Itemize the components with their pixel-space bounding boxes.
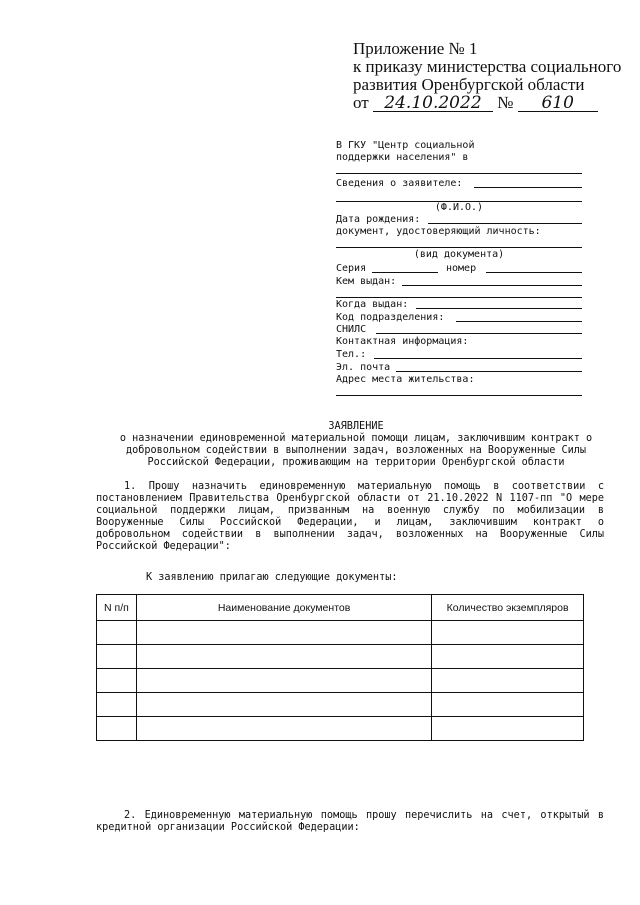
paragraph-2: 2. Единовременную материальную помощь прошу перечислить на счет, открытый в кредитной организации Российской Федерации: bbox=[96, 810, 604, 833]
series-field[interactable] bbox=[372, 272, 438, 273]
table-row bbox=[97, 669, 584, 693]
table-row bbox=[97, 645, 584, 669]
number-label: № bbox=[497, 93, 514, 112]
annex-ministry-line: развития Оренбургской области bbox=[353, 75, 585, 94]
issued-when-label: Когда выдан: bbox=[336, 299, 409, 310]
table-row bbox=[97, 717, 584, 741]
handwritten-date: 24.10.2022 bbox=[373, 96, 493, 112]
recipient-line1: В ГКУ "Центр социальной bbox=[336, 140, 475, 151]
from-label: от bbox=[353, 93, 369, 112]
statement-subtitle-3: Российской Федерации, проживающим на территории Оренбургской области bbox=[147, 457, 565, 468]
table-row bbox=[97, 693, 584, 717]
table-row bbox=[97, 621, 584, 645]
table-cell[interactable] bbox=[136, 621, 431, 645]
table-cell[interactable] bbox=[97, 693, 137, 717]
statement-title: ЗАЯВЛЕНИЕ bbox=[328, 421, 384, 432]
issued-by-field-2[interactable] bbox=[336, 297, 582, 298]
table-cell[interactable] bbox=[97, 645, 137, 669]
contact-info-label: Контактная информация: bbox=[336, 336, 469, 347]
applicant-info-label: Сведения о заявителе: bbox=[336, 178, 463, 189]
birth-date-field[interactable] bbox=[428, 223, 582, 224]
table-header-row bbox=[97, 595, 584, 621]
annex-date-number-line bbox=[353, 94, 613, 112]
series-label: Серия bbox=[336, 263, 367, 274]
statement-subtitle-2: добровольном содействии в выполнении задач, возложенных на Вооруженные Силы bbox=[125, 445, 586, 456]
handwritten-number: 610 bbox=[518, 96, 598, 112]
snils-label: СНИЛС bbox=[336, 324, 367, 335]
birth-date-label: Дата рождения: bbox=[336, 214, 421, 225]
annex-title: Приложение № 1 bbox=[353, 39, 478, 58]
doc-type-caption: (вид документа) bbox=[413, 249, 505, 260]
statement-heading bbox=[96, 421, 616, 469]
division-code-label: Код подразделения: bbox=[336, 312, 445, 323]
table-cell[interactable] bbox=[432, 693, 584, 717]
table-cell[interactable] bbox=[136, 693, 431, 717]
email-field[interactable] bbox=[396, 371, 582, 372]
recipient-field[interactable] bbox=[336, 173, 582, 174]
annex-order-line: к приказу министерства социального bbox=[353, 57, 622, 76]
table-cell[interactable] bbox=[432, 717, 584, 741]
table-cell[interactable] bbox=[432, 645, 584, 669]
division-code-field[interactable] bbox=[456, 321, 582, 322]
table-cell[interactable] bbox=[97, 621, 137, 645]
recipient-line2: поддержки населения" в bbox=[336, 152, 469, 163]
table-cell[interactable] bbox=[136, 645, 431, 669]
table-cell[interactable] bbox=[97, 669, 137, 693]
address-label: Адрес места жительства: bbox=[336, 374, 475, 385]
applicant-info-field[interactable] bbox=[474, 187, 582, 188]
attachments-intro: К заявлению прилагаю следующие документы: bbox=[146, 572, 398, 583]
table-cell[interactable] bbox=[136, 717, 431, 741]
number-label-form: номер bbox=[446, 263, 477, 274]
paragraph-1: 1. Прошу назначить единовременную материальную помощь в соответствии с постановлением Правительства Оренбургской области от 21.10.2022 N 1107-пп "О мере социальной поддержки лицам, призванным на военную службу по мобилизации в Вооруженные Силы Российской Федерации, и лицам, заключившим контракт о добровольном содействии в выполнении задач, возложенных на Вооруженные Силы Российской Федерации": bbox=[96, 481, 604, 552]
doc-type-field[interactable] bbox=[336, 247, 582, 248]
issued-by-field[interactable] bbox=[402, 285, 582, 286]
snils-field[interactable] bbox=[376, 333, 582, 334]
issued-by-label: Кем выдан: bbox=[336, 276, 397, 287]
col-header-number: N п/п bbox=[97, 595, 137, 621]
annex-header bbox=[353, 39, 622, 113]
table-cell[interactable] bbox=[97, 717, 137, 741]
col-header-copies: Количество экземпляров bbox=[432, 595, 584, 621]
col-header-document-name: Наименование документов bbox=[136, 595, 431, 621]
statement-subtitle-1: о назначении единовременной материальной помощи лицам, заключившим контракт о bbox=[119, 433, 593, 444]
issued-when-field[interactable] bbox=[416, 308, 582, 309]
table-cell[interactable] bbox=[136, 669, 431, 693]
address-field[interactable] bbox=[336, 395, 582, 396]
email-label: Эл. почта bbox=[336, 362, 391, 373]
table-cell[interactable] bbox=[432, 621, 584, 645]
table-cell[interactable] bbox=[432, 669, 584, 693]
id-document-label: документ, удостоверяющий личность: bbox=[336, 226, 541, 237]
phone-label: Тел.: bbox=[336, 349, 367, 360]
phone-field[interactable] bbox=[374, 358, 582, 359]
doc-number-field[interactable] bbox=[486, 272, 582, 273]
documents-table bbox=[96, 594, 584, 741]
fio-caption: (Ф.И.О.) bbox=[434, 202, 484, 213]
